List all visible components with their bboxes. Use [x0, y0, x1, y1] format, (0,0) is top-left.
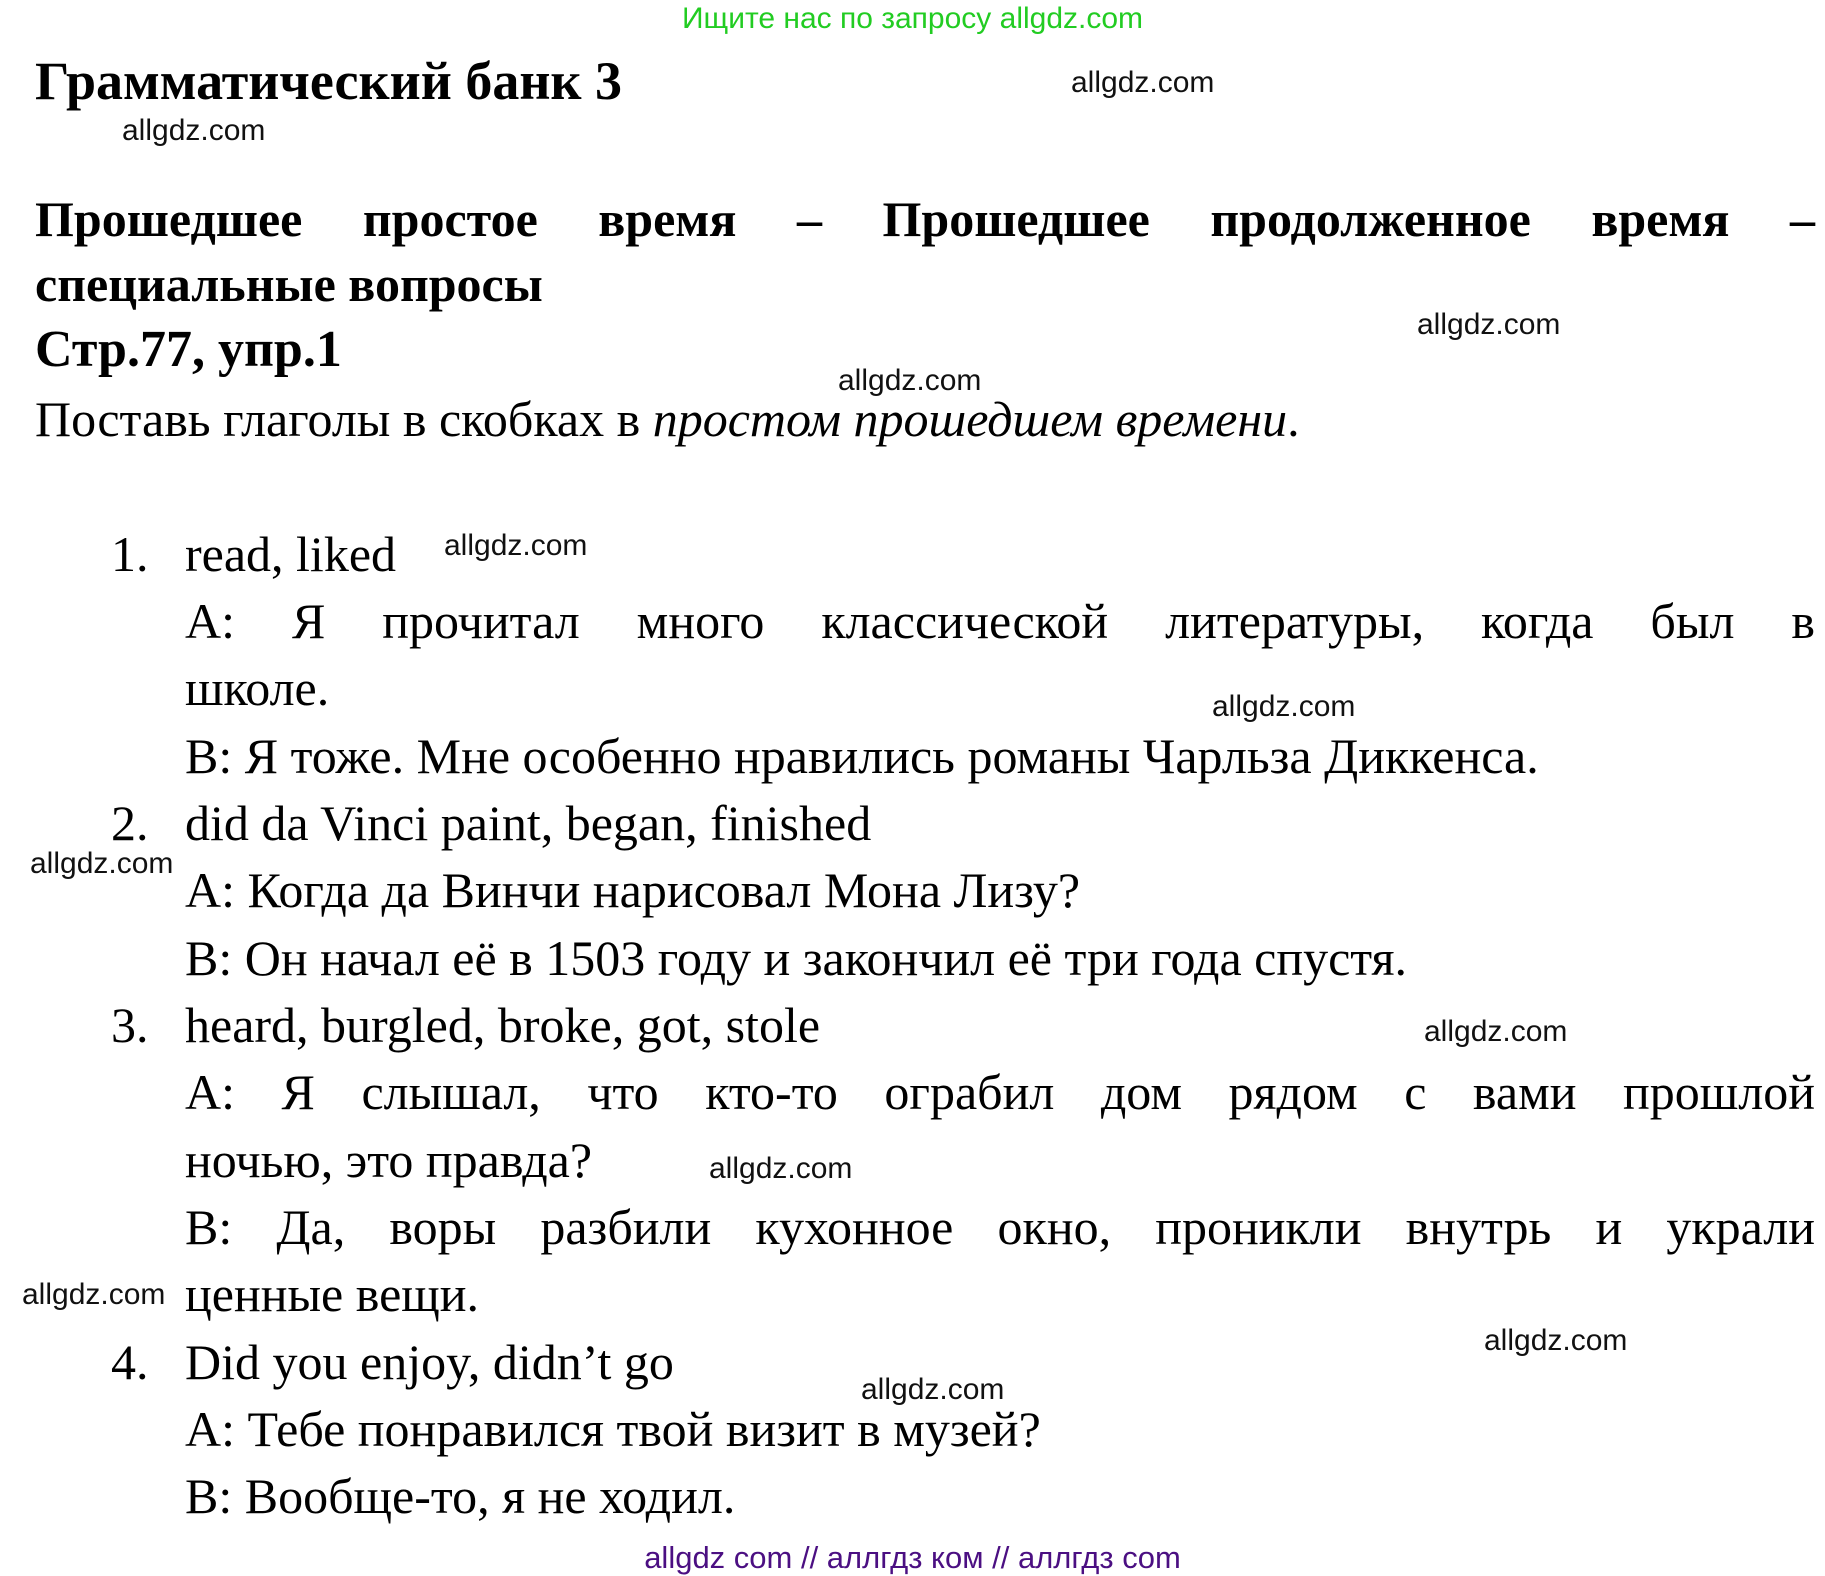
watermark: allgdz.com — [444, 529, 588, 562]
watermark: allgdz.com — [122, 114, 266, 147]
item-number: 3. — [111, 997, 149, 1053]
item-answer: heard, burgled, broke, got, stole — [185, 997, 821, 1053]
item-answer: did da Vinci paint, began, finished — [185, 795, 872, 851]
page-title: Грамматический банк 3 — [35, 51, 623, 111]
watermark: allgdz.com — [1212, 690, 1356, 723]
watermark: allgdz.com — [30, 847, 174, 880]
item-dialog-b: В: Он начал её в 1503 году и закончил её три года спустя. — [185, 930, 1407, 986]
watermark: allgdz.com — [1484, 1324, 1628, 1357]
watermark: allgdz.com — [838, 364, 982, 397]
instruction-plain: Поставь глаголы в скобках в — [35, 391, 653, 447]
item-answer: Did you enjoy, didn’t go — [185, 1334, 674, 1390]
item-dialog-a-cont: ночью, это правда? — [185, 1132, 593, 1188]
section-heading-line1: Прошедшее простое время – Прошедшее продолженное время – — [35, 191, 1815, 247]
item-answer: read, liked — [185, 526, 397, 582]
watermark: allgdz.com — [1417, 308, 1561, 341]
item-dialog-a: А: Я слышал, что кто-то ограбил дом рядом с вами прошлой — [185, 1064, 1815, 1120]
instruction-end: . — [1287, 391, 1300, 447]
item-dialog-a: А: Тебе понравился твой визит в музей? — [185, 1401, 1041, 1457]
item-dialog-b: В: Я тоже. Мне особенно нравились романы Чарльза Диккенса. — [185, 728, 1539, 784]
item-dialog-a: А: Я прочитал много классической литературы, когда был в — [185, 593, 1815, 649]
item-dialog-b: В: Да, воры разбили кухонное окно, проникли внутрь и украли — [185, 1199, 1815, 1255]
instruction-italic: простом прошедшем времени — [652, 391, 1288, 447]
item-dialog-b-cont: ценные вещи. — [185, 1266, 480, 1322]
watermark: allgdz.com — [22, 1278, 166, 1311]
item-dialog-a-cont: школе. — [185, 660, 330, 716]
watermark: allgdz.com — [709, 1152, 853, 1185]
item-number: 1. — [111, 526, 149, 582]
page-reference: Стр.77, упр.1 — [35, 321, 342, 378]
section-heading-line2: специальные вопросы — [35, 256, 543, 312]
watermark: allgdz.com — [861, 1373, 1005, 1406]
watermark: allgdz.com — [1071, 66, 1215, 99]
footer-watermark: allgdz com // аллгдз ком // аллгдз com — [644, 1540, 1181, 1575]
item-dialog-a: А: Когда да Винчи нарисовал Мона Лизу? — [185, 862, 1081, 918]
item-dialog-b: В: Вообще-то, я не ходил. — [185, 1468, 736, 1524]
item-number: 4. — [111, 1334, 149, 1390]
instruction — [35, 390, 1300, 448]
item-number: 2. — [111, 795, 149, 851]
top-banner: Ищите нас по запросу allgdz.com — [681, 2, 1144, 35]
watermark: allgdz.com — [1424, 1015, 1568, 1048]
